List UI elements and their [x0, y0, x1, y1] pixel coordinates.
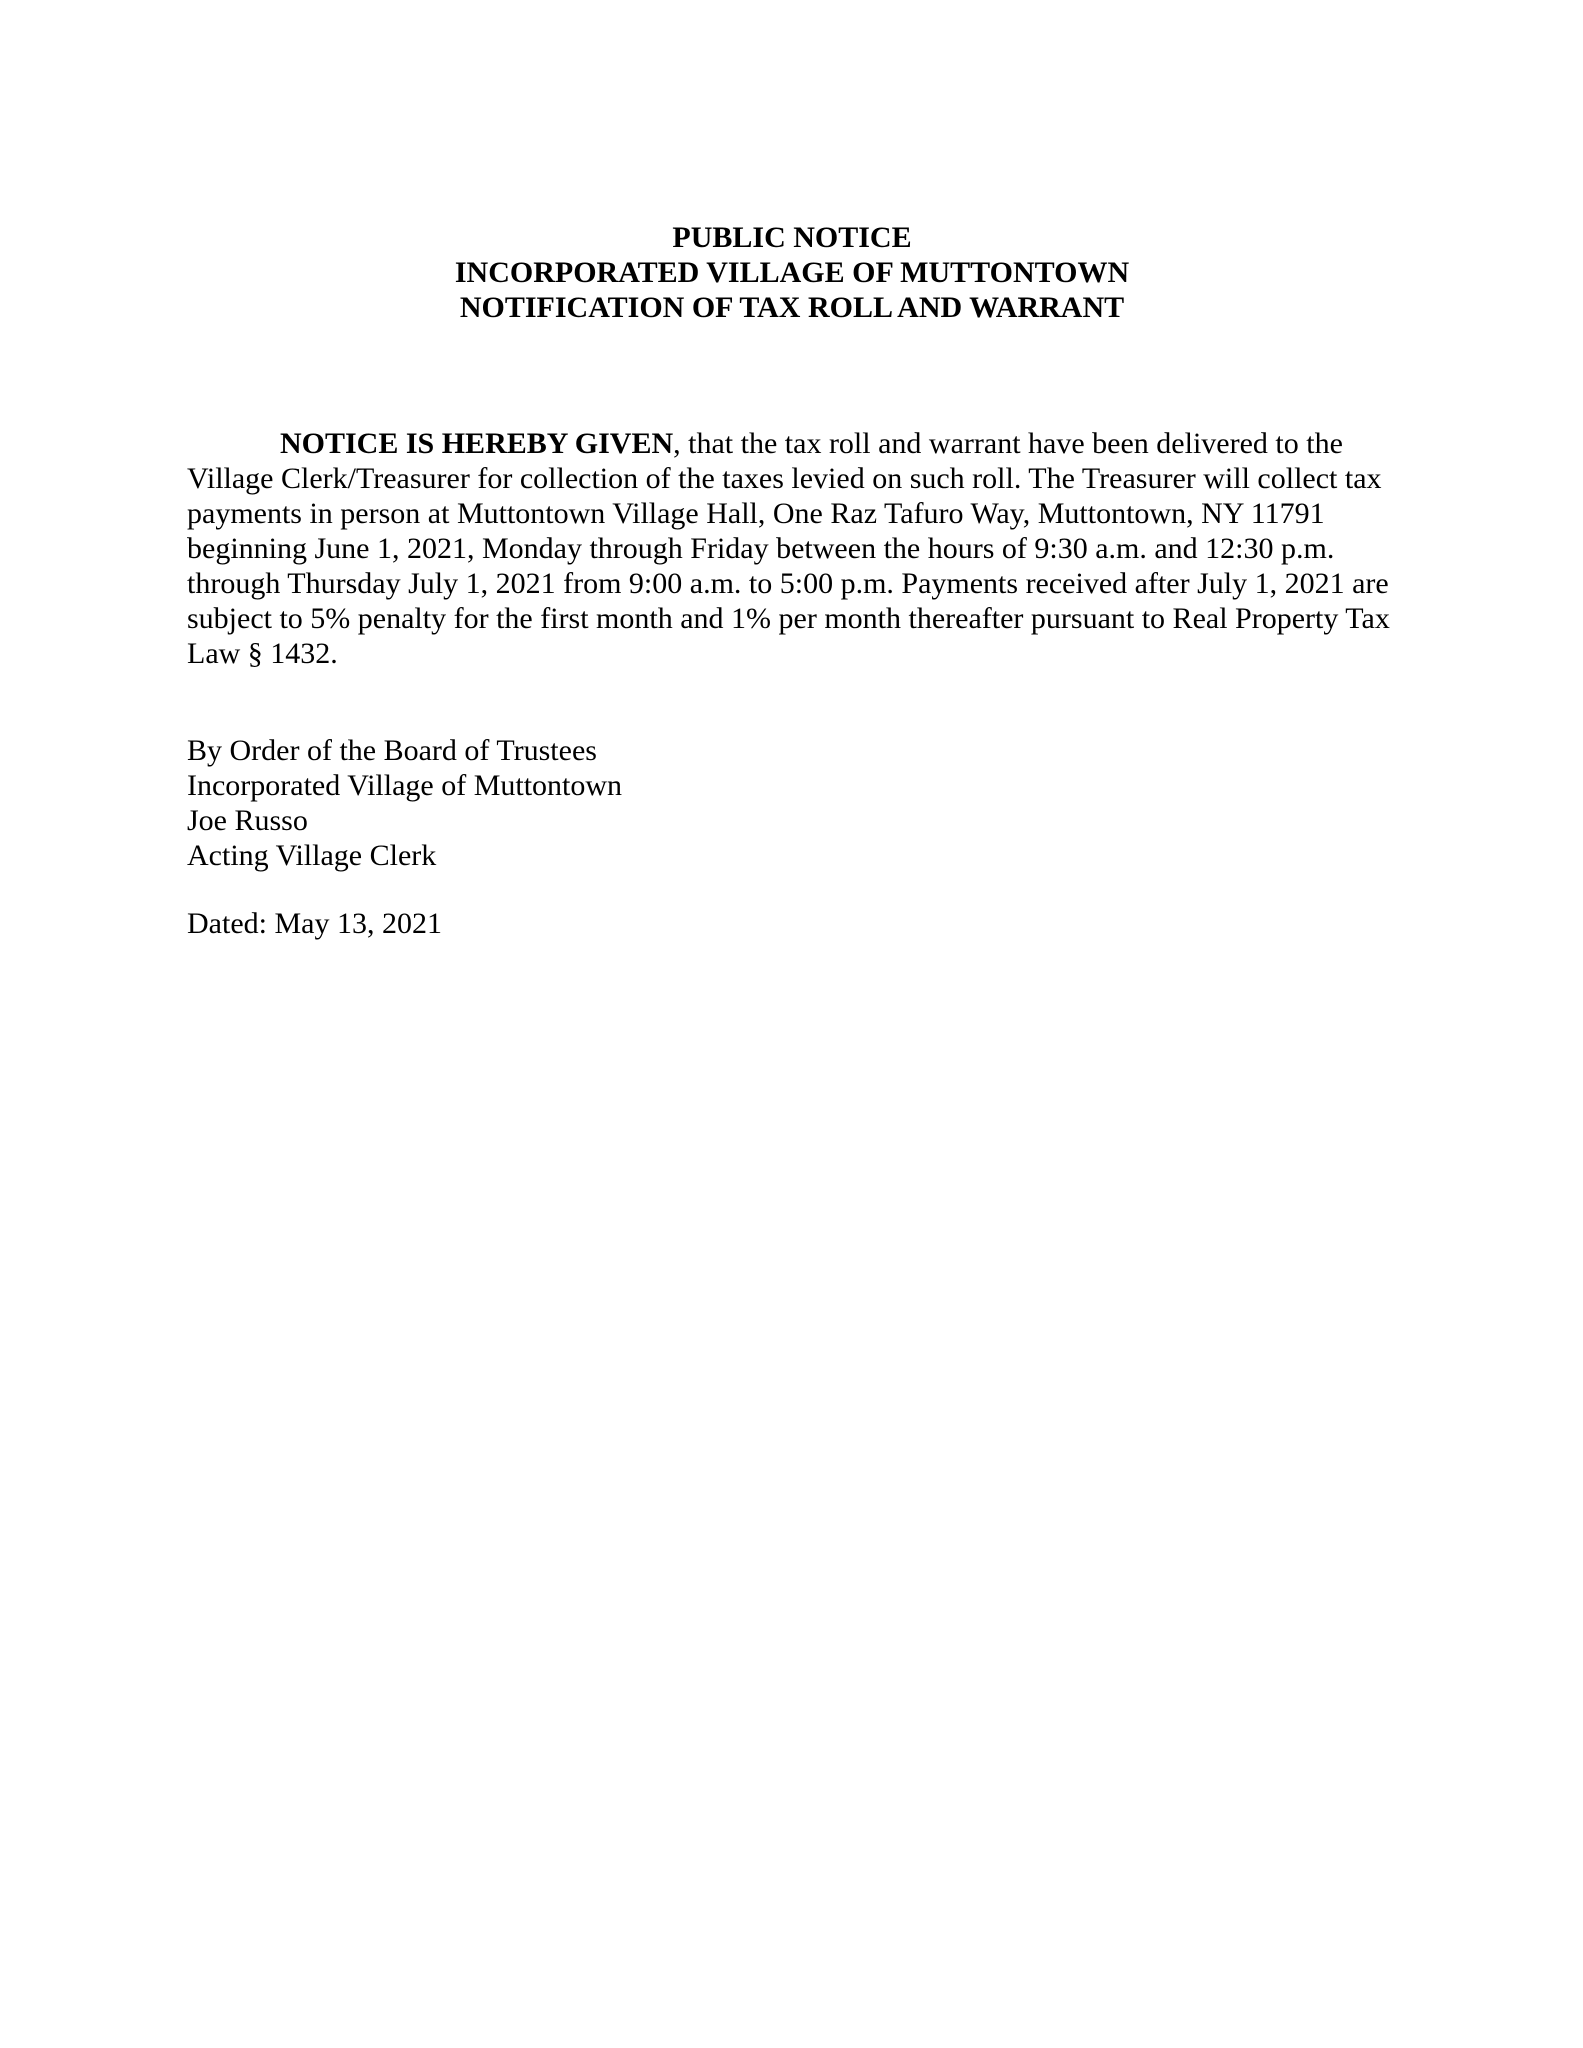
paragraph-lead-bold: NOTICE IS HEREBY GIVEN [280, 427, 674, 460]
paragraph-line: payments in person at Muttontown Village Hall, One Raz Tafuro Way, Muttontown, NY 11791 [187, 497, 1325, 530]
signature-line-title: Acting Village Clerk [187, 839, 437, 872]
dated-line: Dated: May 13, 2021 [187, 907, 442, 940]
paragraph-line: subject to 5% penalty for the first month and 1% per month thereafter pursuant to Real Property Tax [187, 602, 1390, 635]
notice-title-line-2: INCORPORATED VILLAGE OF MUTTONTOWN [454, 256, 1130, 289]
paragraph-line: beginning June 1, 2021, Monday through Friday between the hours of 9:30 a.m. and 12:30 p.m. [187, 532, 1335, 565]
signature-line-name: Joe Russo [187, 804, 308, 837]
signature-line-by-order: By Order of the Board of Trustees [187, 734, 597, 767]
notice-title-line-3: NOTIFICATION OF TAX ROLL AND WARRANT [459, 291, 1125, 324]
paragraph-line: through Thursday July 1, 2021 from 9:00 a.m. to 5:00 p.m. Payments received after July 1, 2021 are [187, 567, 1389, 600]
notice-body-paragraph [187, 426, 1397, 671]
signature-block [187, 733, 1397, 873]
paragraph-line-text: , that the tax roll and warrant have been delivered to the [673, 427, 1343, 460]
paragraph-line [187, 426, 1397, 461]
notice-title-block [187, 220, 1397, 325]
notice-title-line-1: PUBLIC NOTICE [672, 221, 912, 254]
paragraph-line: Law § 1432. [187, 637, 338, 670]
paragraph-line: Village Clerk/Treasurer for collection of the taxes levied on such roll. The Treasurer will collect tax [187, 462, 1382, 495]
signature-line-village: Incorporated Village of Muttontown [187, 769, 623, 802]
